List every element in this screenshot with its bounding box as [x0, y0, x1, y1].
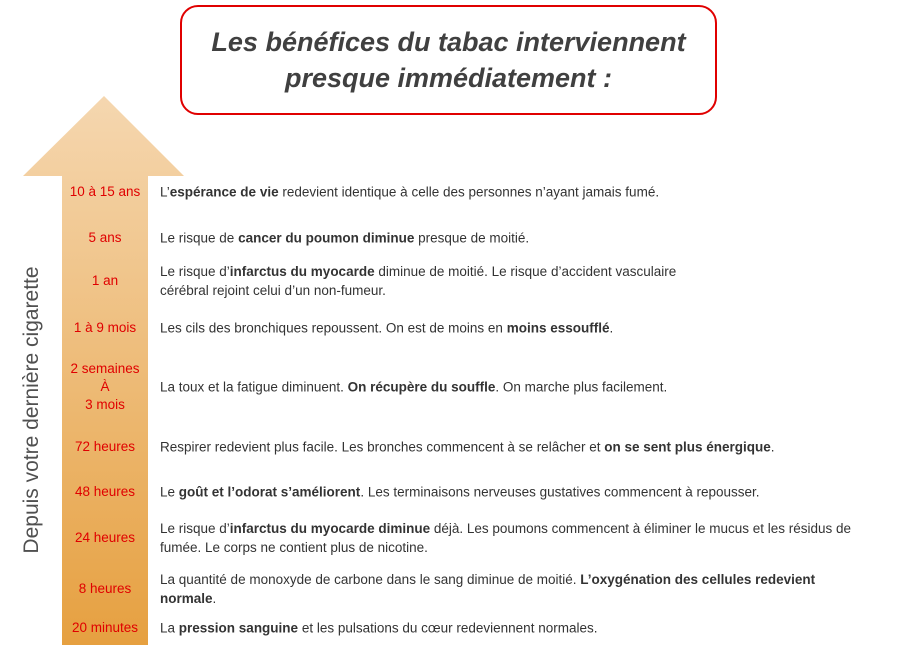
emphasis-text: cancer du poumon diminue [238, 230, 415, 246]
milestone-time: 20 minutes [71, 620, 139, 635]
milestone-description: Les cils des bronchiques repoussent. On est de moins en moins essoufflé. [160, 320, 614, 336]
milestone-description: La quantité de monoxyde de carbone dans le sang diminue de moitié. L’oxygénation des cellules redevient normale. [160, 572, 816, 606]
milestone-description: La toux et la fatigue diminuent. On récupère du souffle. On marche plus facilement. [160, 379, 668, 395]
title-box [180, 5, 717, 115]
vertical-label-text: Depuis votre dernière cigarette [20, 266, 43, 554]
emphasis-text: normale [160, 591, 213, 606]
milestone-time: 1 an [91, 273, 119, 288]
title-line-1: Les bénéfices du tabac interviennent [211, 27, 686, 57]
emphasis-text: On récupère du souffle [347, 379, 496, 395]
milestone-time: 72 heures [74, 439, 136, 454]
milestone-time: 1 à 9 mois [73, 320, 137, 335]
emphasis-text: pression sanguine [178, 620, 299, 636]
milestone-time: 24 heures [74, 530, 136, 545]
emphasis-text: goût et l’odorat s’améliorent [178, 484, 361, 500]
milestone-description: Le risque d’infarctus du myocarde diminue de moitié. Le risque d’accident vasculaire cérébral rejoint celui d’un non-fumeur. [160, 264, 677, 298]
milestone-time: 10 à 15 ans [69, 184, 141, 199]
milestone-description: Respirer redevient plus facile. Les bronches commencent à se relâcher et on se sent plus énergique. [160, 439, 775, 455]
milestone-description: Le risque de cancer du poumon diminue presque de moitié. [160, 230, 530, 246]
emphasis-text: on se sent plus énergique [604, 439, 771, 455]
milestone-time: 5 ans [88, 230, 122, 245]
milestone-time: 8 heures [78, 581, 132, 596]
milestone-description: Le goût et l’odorat s’améliorent. Les terminaisons nerveuses gustatives commencent à repousser. [160, 484, 760, 500]
milestone-description: La pression sanguine et les pulsations du cœur redeviennent normales. [160, 620, 598, 636]
milestone-time: 48 heures [74, 484, 136, 499]
title-line-2: presque immédiatement : [284, 63, 613, 93]
milestone-description: L’espérance de vie redevient identique à celle des personnes n’ayant jamais fumé. [160, 184, 660, 200]
emphasis-text: espérance de vie [169, 184, 279, 200]
emphasis-text: moins essoufflé [506, 320, 610, 336]
emphasis-text: L’oxygénation des cellules redevient [580, 572, 816, 587]
emphasis-text: infarctus du myocarde [229, 264, 375, 279]
milestone-time: 2 semaines À 3 mois [70, 361, 140, 412]
milestone-description: Le risque d’infarctus du myocarde diminue déjà. Les poumons commencent à éliminer le mucus et les résidus de fumée. Le corps ne contient plus de nicotine. [160, 521, 852, 555]
emphasis-text: infarctus du myocarde diminue [229, 521, 431, 536]
